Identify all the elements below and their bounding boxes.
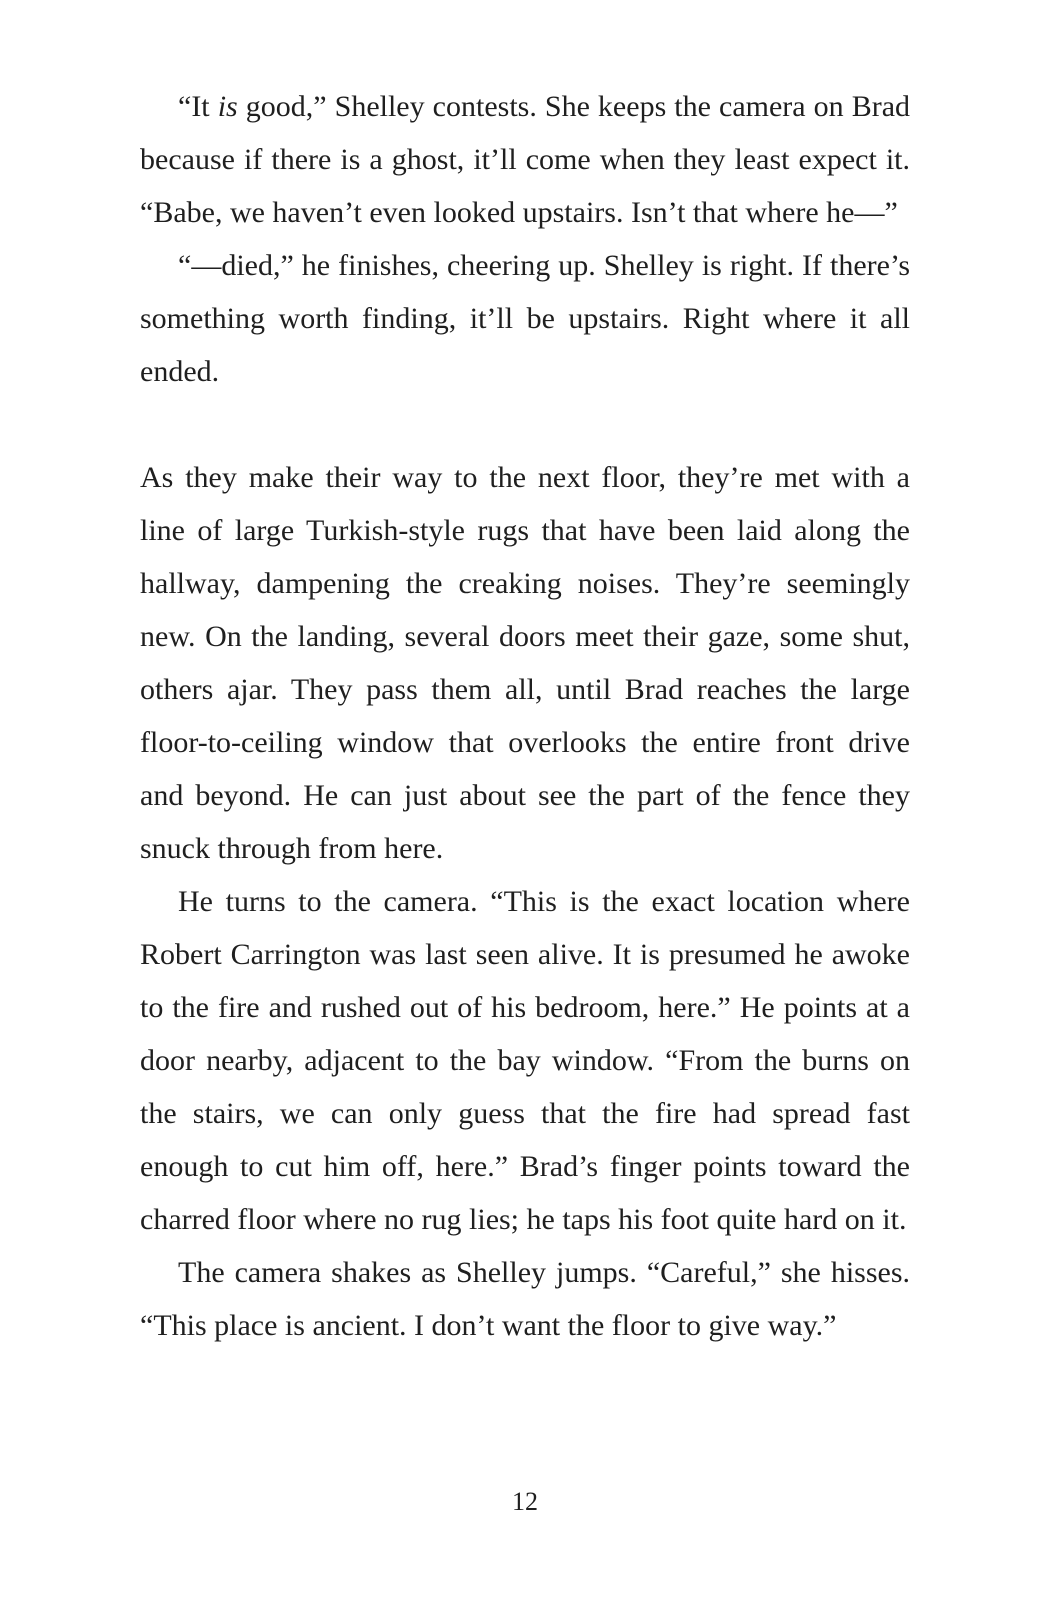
body-text <box>140 80 910 1352</box>
paragraph-2: “—died,” he finishes, cheering up. Shelley is right. If there’s something worth finding, it’ll be upstairs. Right where it all ended. <box>140 249 910 388</box>
section-break <box>140 398 910 451</box>
paragraph-1-italic-word: is <box>217 90 238 123</box>
page-number: 12 <box>512 1487 538 1516</box>
paragraph-1-opening: “It <box>178 90 218 123</box>
paragraph-4: He turns to the camera. “This is the exact location where Robert Carrington was last seen alive. It is presumed he awoke to the fire and rushed out of his bedroom, here.” He points at a door nearby, adjacent to the bay window. “From the burns on the stairs, we can only guess that the fire had spread fast enough to cut him off, here.” Brad’s finger points toward the charred floor where no rug lies; he taps his foot quite hard on it. <box>140 885 910 1236</box>
paragraph-1-rest: good,” Shelley contests. She keeps the camera on Brad because if there is a ghost, it’ll come when they least expect it. “Babe, we haven’t even looked upstairs. Isn’t that where he—” <box>140 90 911 229</box>
paragraph-3: As they make their way to the next floor, they’re met with a line of large Turkish-style rugs that have been laid along the hallway, dampening the creaking noises. They’re seemingly new. On the landing, several doors meet their gaze, some shut, others ajar. They pass them all, until Brad reaches the large floor-to-ceiling window that overlooks the entire front drive and beyond. He can just about see the part of the fence they snuck through from here. <box>140 461 910 865</box>
paragraph-5: The camera shakes as Shelley jumps. “Careful,” she hisses. “This place is ancient. I don’t want the floor to give way.” <box>140 1256 910 1342</box>
paragraph-1 <box>140 80 910 239</box>
